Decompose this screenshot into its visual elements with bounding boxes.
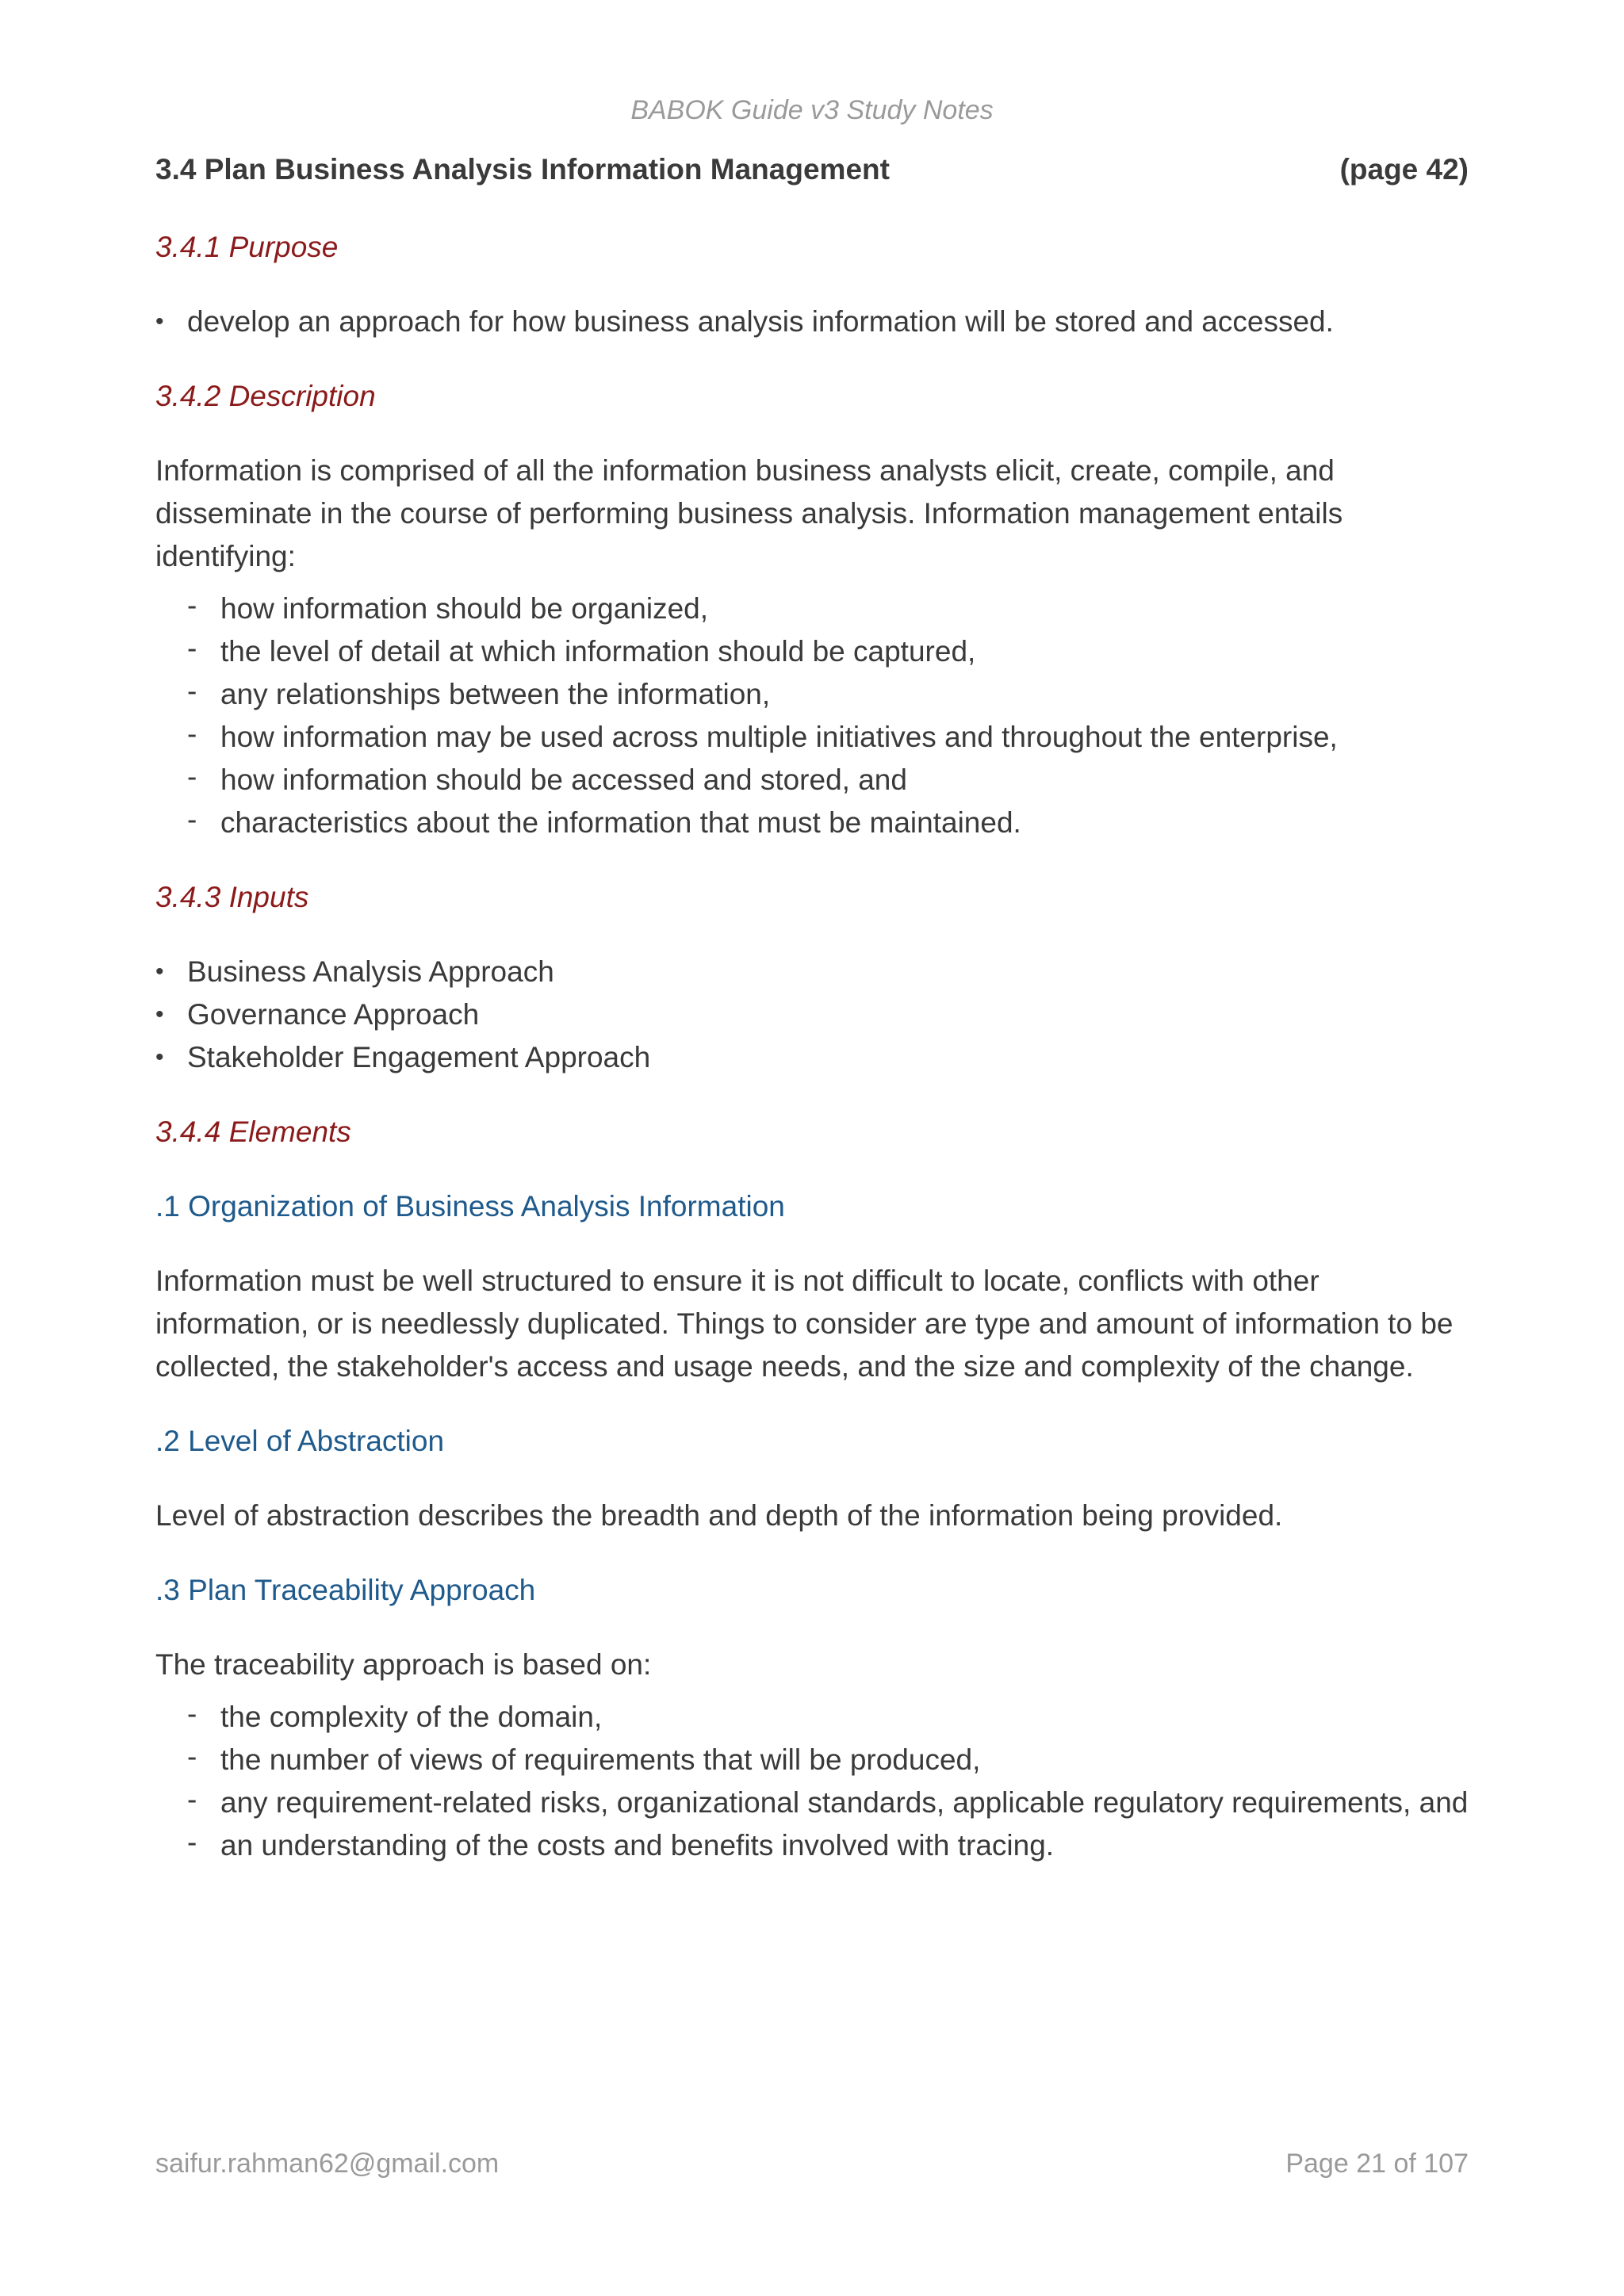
list-item (155, 993, 1469, 1036)
list-item (155, 630, 1469, 673)
list-item (155, 1781, 1469, 1824)
document-body (155, 226, 1469, 1899)
list-item (155, 1696, 1469, 1739)
list-item-text: Stakeholder Engagement Approach (187, 1041, 651, 1073)
list-item (155, 1739, 1469, 1781)
list-item (155, 1824, 1469, 1867)
dash-marker: - (187, 675, 197, 707)
list-item (155, 673, 1469, 716)
list-item-text: any relationships between the information, (220, 678, 771, 710)
list-item-text: develop an approach for how business analysis information will be stored and accessed. (187, 305, 1334, 338)
elements-heading: 3.4.4 Elements (155, 1115, 351, 1148)
inputs-heading: 3.4.3 Inputs (155, 881, 309, 913)
organization-paragraph: Information must be well structured to ensure it is not difficult to locate, conflicts with other information, or is needlessly duplicated. Things to consider are type and amount of information to be collected, the stakeholder's access and usage needs, and the size and complexity of the change. (155, 1265, 1454, 1383)
section-title (155, 153, 1469, 186)
list-item-text: the number of views of requirements that will be produced, (220, 1743, 981, 1776)
page-footer (155, 2149, 1469, 2179)
description-list (155, 587, 1469, 844)
footer-email: saifur.rahman62@gmail.com (155, 2149, 500, 2179)
list-item-text: how information should be accessed and stored, and (220, 763, 907, 796)
abstraction-paragraph: Level of abstraction describes the breadth and depth of the information being provided. (155, 1499, 1283, 1532)
list-item (155, 587, 1469, 630)
traceability-list (155, 1696, 1469, 1867)
bullet-marker: • (155, 308, 164, 335)
dash-marker: - (187, 1740, 197, 1773)
footer-page-number: Page 21 of 107 (1285, 2149, 1469, 2179)
dash-marker: - (187, 1783, 197, 1816)
list-item-text: the complexity of the domain, (220, 1701, 603, 1733)
dash-marker: - (187, 589, 197, 622)
list-item-text: how information should be organized, (220, 592, 708, 625)
list-item (155, 951, 1469, 993)
list-item (155, 759, 1469, 802)
list-item (155, 716, 1469, 759)
list-item-text: any requirement-related risks, organizational standards, applicable regulatory requirements, and (220, 1786, 1469, 1819)
dash-marker: - (187, 718, 197, 750)
list-item-text: Business Analysis Approach (187, 955, 554, 988)
list-item-text: the level of detail at which information should be captured, (220, 635, 976, 668)
traceability-paragraph: The traceability approach is based on: (155, 1648, 652, 1681)
dash-marker: - (187, 803, 197, 836)
purpose-heading: 3.4.1 Purpose (155, 231, 339, 263)
section-title-text: 3.4 Plan Business Analysis Information Management (155, 153, 890, 186)
list-item-text: Governance Approach (187, 998, 480, 1031)
page-reference: (page 42) (1339, 153, 1469, 186)
bullet-marker: • (155, 959, 164, 985)
list-item-text: characteristics about the information that must be maintained. (220, 806, 1021, 839)
dash-marker: - (187, 1826, 197, 1858)
organization-heading: .1 Organization of Business Analysis Information (155, 1190, 785, 1223)
list-item (155, 802, 1469, 844)
list-item-text: how information may be used across multiple initiatives and throughout the enterprise, (220, 721, 1338, 753)
bullet-marker: • (155, 1001, 164, 1027)
running-header: BABOK Guide v3 Study Notes (630, 95, 994, 125)
inputs-list (155, 951, 1469, 1079)
dash-marker: - (187, 760, 197, 793)
purpose-list (155, 300, 1469, 343)
dash-marker: - (187, 632, 197, 664)
list-item (155, 1036, 1469, 1079)
bullet-marker: • (155, 1044, 164, 1070)
abstraction-heading: .2 Level of Abstraction (155, 1425, 445, 1457)
list-item-text: an understanding of the costs and benefits involved with tracing. (220, 1829, 1055, 1862)
dash-marker: - (187, 1697, 197, 1730)
traceability-heading: .3 Plan Traceability Approach (155, 1574, 536, 1606)
description-paragraph: Information is comprised of all the information business analysts elicit, create, compile, and disseminate in the course of performing business analysis. Information management entails identifying: (155, 454, 1343, 572)
list-item (155, 300, 1469, 343)
description-heading: 3.4.2 Description (155, 380, 376, 412)
